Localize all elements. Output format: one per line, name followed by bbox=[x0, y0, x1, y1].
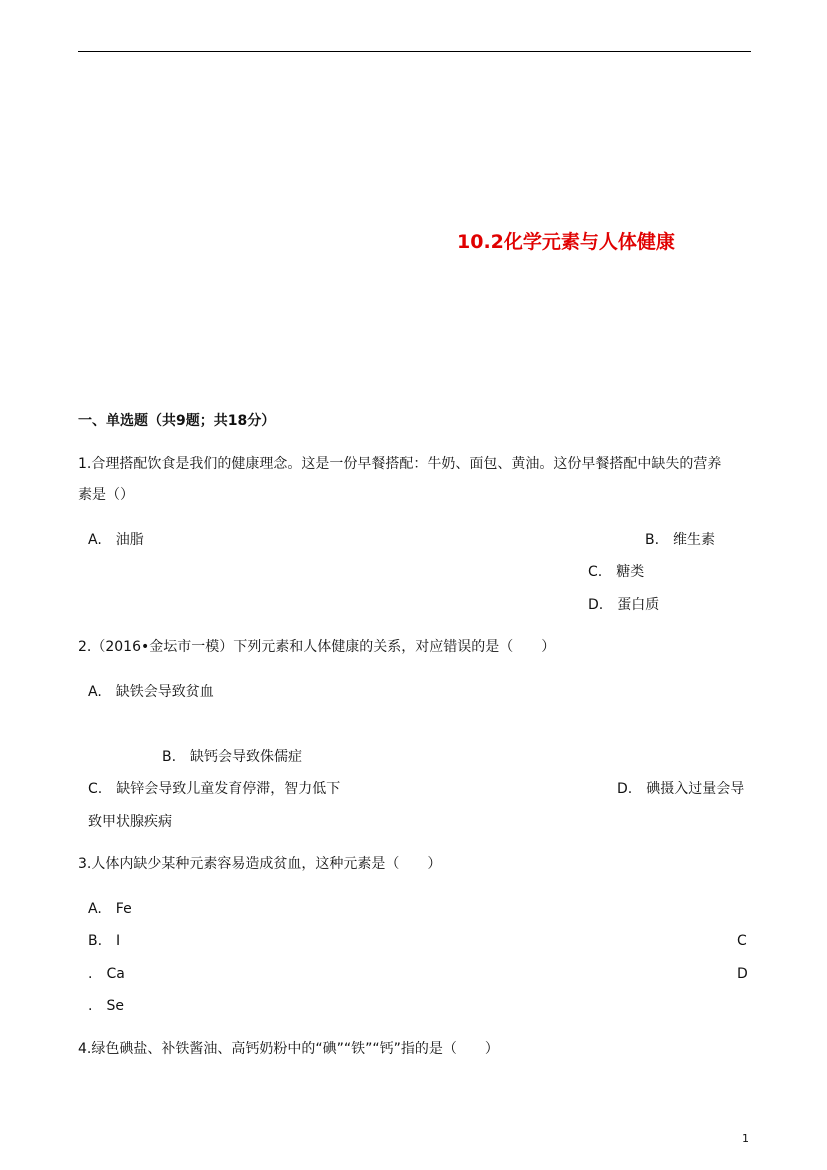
question-1-option-b: B. 维生素 bbox=[645, 532, 716, 548]
question-4-line-1: 4.绿色碘盐、补铁酱油、高钙奶粉中的“碘”“铁”“钙”指的是（ ） bbox=[78, 1041, 499, 1057]
question-1-option-d: D. 蛋白质 bbox=[588, 597, 660, 613]
question-2-option-b: B. 缺钙会导致侏儒症 bbox=[162, 749, 303, 765]
question-1-line-2: 素是（） bbox=[78, 487, 134, 503]
question-3-option-c-label: C bbox=[737, 933, 747, 949]
section-heading: 一、单选题（共9题；共18分） bbox=[78, 413, 276, 429]
question-1-option-a: A. 油脂 bbox=[88, 532, 144, 548]
question-3-option-c-value: . Ca bbox=[88, 966, 125, 982]
question-3-option-a: A. Fe bbox=[88, 901, 132, 917]
question-2-line-1: 2.（2016•金坛市一模）下列元素和人体健康的关系，对应错误的是（ ） bbox=[78, 639, 556, 655]
document-title: 10.2化学元素与人体健康 bbox=[457, 231, 675, 253]
question-3-option-d-value: . Se bbox=[88, 998, 124, 1014]
question-3-option-d-label: D bbox=[737, 966, 748, 982]
page-number: 1 bbox=[742, 1132, 749, 1145]
question-1-option-c: C. 糖类 bbox=[588, 564, 645, 580]
question-2-option-d: D. 碘摄入过量会导 bbox=[617, 781, 745, 797]
question-2-option-c: C. 缺锌会导致儿童发育停滞，智力低下 bbox=[88, 781, 341, 797]
question-3-option-b: B. I bbox=[88, 933, 121, 949]
question-1-line-1: 1.合理搭配饮食是我们的健康理念。这是一份早餐搭配：牛奶、面包、黄油。这份早餐搭配中缺失的营养 bbox=[78, 456, 722, 472]
question-3-line-1: 3.人体内缺少某种元素容易造成贫血，这种元素是（ ） bbox=[78, 856, 442, 872]
header-rule bbox=[78, 51, 751, 52]
question-2-option-a: A. 缺铁会导致贫血 bbox=[88, 684, 214, 700]
question-2-option-d-continued: 致甲状腺疾病 bbox=[88, 814, 172, 830]
